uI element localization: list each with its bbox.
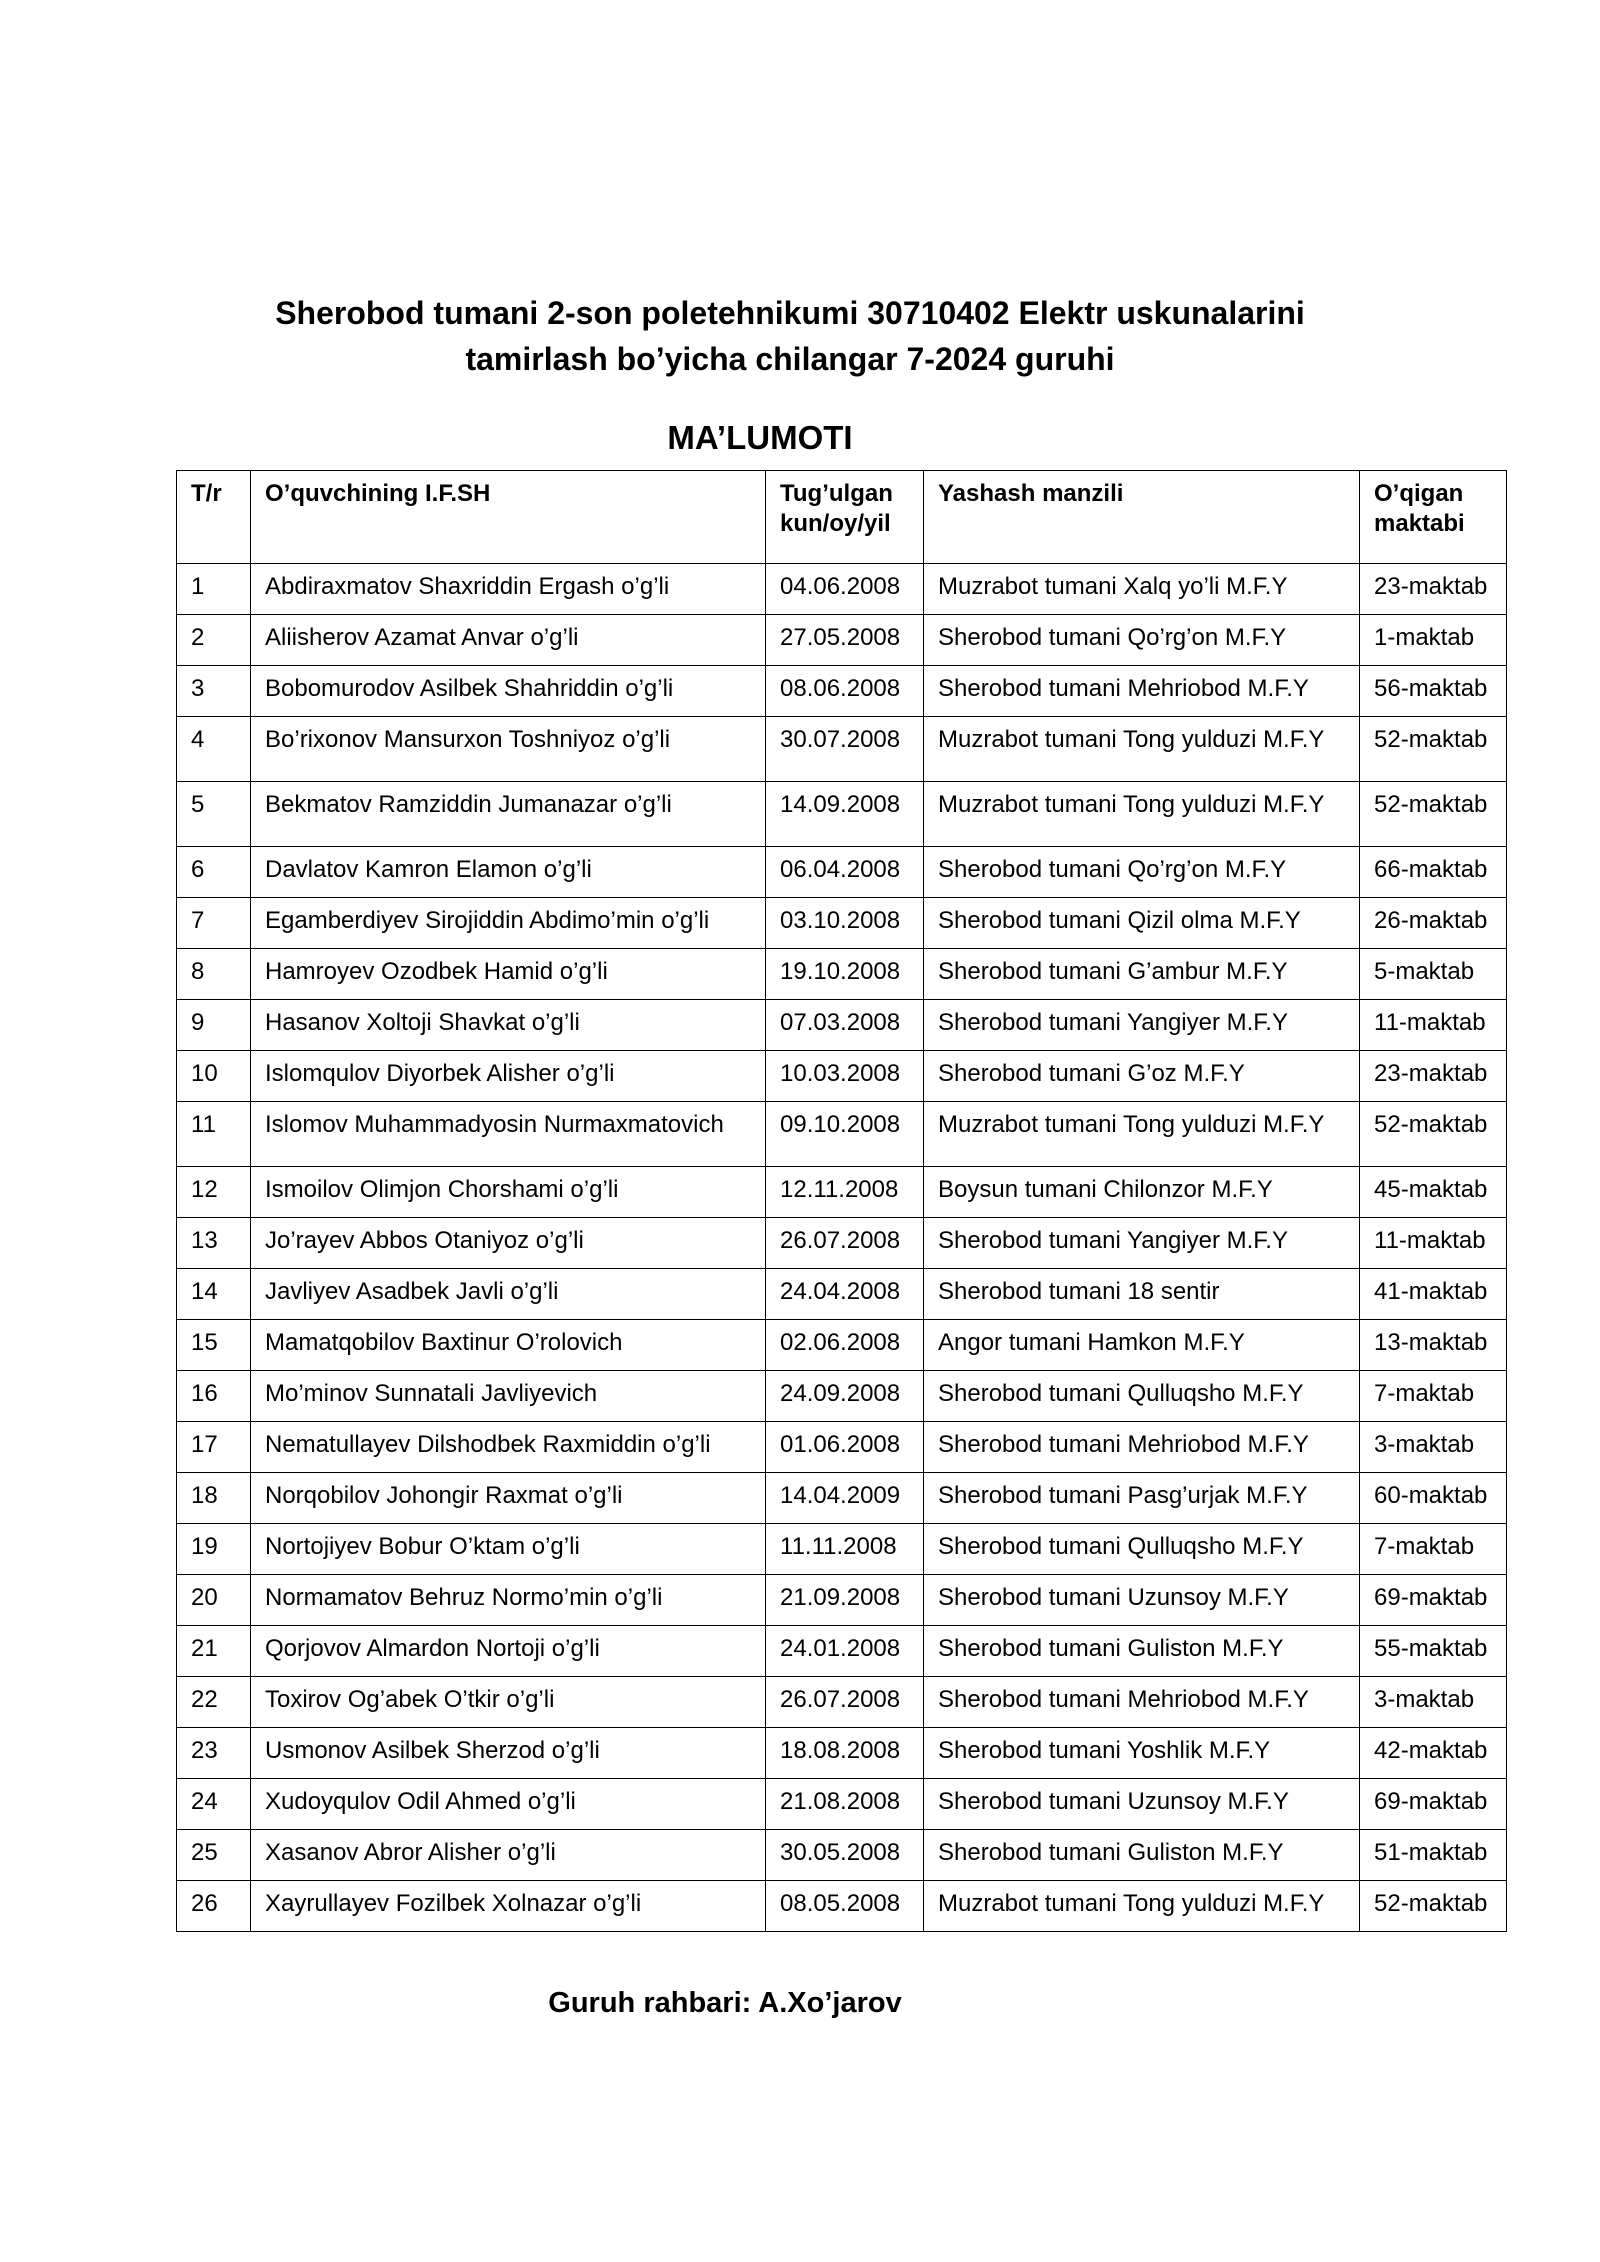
address: Muzrabot tumani Tong yulduzi M.F.Y: [924, 1881, 1360, 1932]
school: 3-maktab: [1360, 1422, 1507, 1473]
student-name: Qorjovov Almardon Nortoji o’g’li: [251, 1626, 766, 1677]
row-number: 9: [177, 1000, 251, 1051]
table-row: [177, 1830, 1507, 1881]
student-name: Egamberdiyev Sirojiddin Abdimo’min o’g’li: [251, 898, 766, 949]
birth-date: 03.10.2008: [766, 898, 924, 949]
student-name: Usmonov Asilbek Sherzod o’g’li: [251, 1728, 766, 1779]
student-name: Toxirov Og’abek O’tkir o’g’li: [251, 1677, 766, 1728]
table-row: [177, 1728, 1507, 1779]
school: 52-maktab: [1360, 1102, 1507, 1167]
table-row: [177, 898, 1507, 949]
address: Sherobod tumani Guliston M.F.Y: [924, 1626, 1360, 1677]
row-number: 8: [177, 949, 251, 1000]
row-number: 19: [177, 1524, 251, 1575]
student-name: Bobomurodov Asilbek Shahriddin o’g’li: [251, 666, 766, 717]
birth-date: 07.03.2008: [766, 1000, 924, 1051]
birth-date: 19.10.2008: [766, 949, 924, 1000]
address: Muzrabot tumani Xalq yo’li M.F.Y: [924, 564, 1360, 615]
table-row: [177, 1626, 1507, 1677]
school: 5-maktab: [1360, 949, 1507, 1000]
address: Boysun tumani Chilonzor M.F.Y: [924, 1167, 1360, 1218]
row-number: 23: [177, 1728, 251, 1779]
school: 52-maktab: [1360, 1881, 1507, 1932]
birth-date: 30.07.2008: [766, 717, 924, 782]
row-number: 20: [177, 1575, 251, 1626]
table-row: [177, 1269, 1507, 1320]
student-name: Davlatov Kamron Elamon o’g’li: [251, 847, 766, 898]
address: Sherobod tumani Yangiyer M.F.Y: [924, 1000, 1360, 1051]
address: Sherobod tumani Qulluqsho M.F.Y: [924, 1524, 1360, 1575]
row-number: 11: [177, 1102, 251, 1167]
school: 52-maktab: [1360, 717, 1507, 782]
address: Sherobod tumani Qo’rg’on M.F.Y: [924, 615, 1360, 666]
student-table: [176, 470, 1507, 1932]
table-row: [177, 1320, 1507, 1371]
row-number: 26: [177, 1881, 251, 1932]
address: Muzrabot tumani Tong yulduzi M.F.Y: [924, 717, 1360, 782]
birth-date: 26.07.2008: [766, 1677, 924, 1728]
school: 52-maktab: [1360, 782, 1507, 847]
table-row: [177, 1422, 1507, 1473]
student-name: Xasanov Abror Alisher o’g’li: [251, 1830, 766, 1881]
student-name: Hamroyev Ozodbek Hamid o’g’li: [251, 949, 766, 1000]
header-birth-date: Tug’ulgan kun/oy/yil: [766, 471, 924, 564]
table-header-row: [177, 471, 1507, 564]
birth-date: 14.09.2008: [766, 782, 924, 847]
birth-date: 10.03.2008: [766, 1051, 924, 1102]
row-number: 1: [177, 564, 251, 615]
address: Sherobod tumani G’oz M.F.Y: [924, 1051, 1360, 1102]
row-number: 16: [177, 1371, 251, 1422]
birth-date: 08.05.2008: [766, 1881, 924, 1932]
address: Sherobod tumani Qizil olma M.F.Y: [924, 898, 1360, 949]
row-number: 18: [177, 1473, 251, 1524]
birth-date: 26.07.2008: [766, 1218, 924, 1269]
birth-date: 02.06.2008: [766, 1320, 924, 1371]
student-name: Xayrullayev Fozilbek Xolnazar o’g’li: [251, 1881, 766, 1932]
school: 3-maktab: [1360, 1677, 1507, 1728]
table-row: [177, 1473, 1507, 1524]
document-title: Sherobod tumani 2-son poletehnikumi 30710402 Elektr uskunalarini tamirlash bo’yicha chilangar 7-2024 guruhi: [275, 295, 1305, 377]
address: Sherobod tumani Qulluqsho M.F.Y: [924, 1371, 1360, 1422]
student-name: Mo’minov Sunnatali Javliyevich: [251, 1371, 766, 1422]
address: Sherobod tumani 18 sentir: [924, 1269, 1360, 1320]
student-name: Aliisherov Azamat Anvar o’g’li: [251, 615, 766, 666]
student-name: Javliyev Asadbek Javli o’g’li: [251, 1269, 766, 1320]
school: 11-maktab: [1360, 1218, 1507, 1269]
school: 45-maktab: [1360, 1167, 1507, 1218]
birth-date: 14.04.2009: [766, 1473, 924, 1524]
table-row: [177, 564, 1507, 615]
address: Sherobod tumani Yangiyer M.F.Y: [924, 1218, 1360, 1269]
row-number: 2: [177, 615, 251, 666]
birth-date: 04.06.2008: [766, 564, 924, 615]
table-row: [177, 1881, 1507, 1932]
school: 1-maktab: [1360, 615, 1507, 666]
row-number: 5: [177, 782, 251, 847]
birth-date: 21.09.2008: [766, 1575, 924, 1626]
address: Sherobod tumani Uzunsoy M.F.Y: [924, 1575, 1360, 1626]
header-number: T/r: [177, 471, 251, 564]
student-name: Xudoyqulov Odil Ahmed o’g’li: [251, 1779, 766, 1830]
student-name: Bo’rixonov Mansurxon Toshniyoz o’g’li: [251, 717, 766, 782]
student-name: Islomqulov Diyorbek Alisher o’g’li: [251, 1051, 766, 1102]
row-number: 15: [177, 1320, 251, 1371]
table-row: [177, 1167, 1507, 1218]
header-student-name: O’quvchining I.F.SH: [251, 471, 766, 564]
school: 69-maktab: [1360, 1779, 1507, 1830]
table-row: [177, 1218, 1507, 1269]
student-name: Nematullayev Dilshodbek Raxmiddin o’g’li: [251, 1422, 766, 1473]
birth-date: 11.11.2008: [766, 1524, 924, 1575]
birth-date: 24.01.2008: [766, 1626, 924, 1677]
school: 7-maktab: [1360, 1371, 1507, 1422]
table-row: [177, 1524, 1507, 1575]
school: 66-maktab: [1360, 847, 1507, 898]
row-number: 21: [177, 1626, 251, 1677]
birth-date: 08.06.2008: [766, 666, 924, 717]
school: 23-maktab: [1360, 1051, 1507, 1102]
row-number: 24: [177, 1779, 251, 1830]
address: Angor tumani Hamkon M.F.Y: [924, 1320, 1360, 1371]
row-number: 22: [177, 1677, 251, 1728]
school: 7-maktab: [1360, 1524, 1507, 1575]
row-number: 17: [177, 1422, 251, 1473]
school: 11-maktab: [1360, 1000, 1507, 1051]
table-row: [177, 717, 1507, 782]
row-number: 12: [177, 1167, 251, 1218]
birth-date: 27.05.2008: [766, 615, 924, 666]
school: 60-maktab: [1360, 1473, 1507, 1524]
row-number: 7: [177, 898, 251, 949]
student-name: Ismoilov Olimjon Chorshami o’g’li: [251, 1167, 766, 1218]
school: 42-maktab: [1360, 1728, 1507, 1779]
school: 13-maktab: [1360, 1320, 1507, 1371]
address: Sherobod tumani Pasg’urjak M.F.Y: [924, 1473, 1360, 1524]
row-number: 25: [177, 1830, 251, 1881]
student-name: Mamatqobilov Baxtinur O’rolovich: [251, 1320, 766, 1371]
birth-date: 06.04.2008: [766, 847, 924, 898]
address: Muzrabot tumani Tong yulduzi M.F.Y: [924, 1102, 1360, 1167]
address: Sherobod tumani Uzunsoy M.F.Y: [924, 1779, 1360, 1830]
table-row: [177, 1575, 1507, 1626]
address: Muzrabot tumani Tong yulduzi M.F.Y: [924, 782, 1360, 847]
row-number: 13: [177, 1218, 251, 1269]
school: 69-maktab: [1360, 1575, 1507, 1626]
birth-date: 30.05.2008: [766, 1830, 924, 1881]
table-row: [177, 1677, 1507, 1728]
birth-date: 01.06.2008: [766, 1422, 924, 1473]
birth-date: 12.11.2008: [766, 1167, 924, 1218]
school: 26-maktab: [1360, 898, 1507, 949]
row-number: 6: [177, 847, 251, 898]
address: Sherobod tumani Guliston M.F.Y: [924, 1830, 1360, 1881]
student-name: Abdiraxmatov Shaxriddin Ergash o’g’li: [251, 564, 766, 615]
student-name: Norqobilov Johongir Raxmat o’g’li: [251, 1473, 766, 1524]
document-heading: MA’LUMOTI: [667, 419, 853, 456]
student-name: Islomov Muhammadyosin Nurmaxmatovich: [251, 1102, 766, 1167]
address: Sherobod tumani Mehriobod M.F.Y: [924, 1422, 1360, 1473]
row-number: 14: [177, 1269, 251, 1320]
row-number: 4: [177, 717, 251, 782]
student-name: Jo’rayev Abbos Otaniyoz o’g’li: [251, 1218, 766, 1269]
table-row: [177, 847, 1507, 898]
address: Sherobod tumani Qo’rg’on M.F.Y: [924, 847, 1360, 898]
birth-date: 21.08.2008: [766, 1779, 924, 1830]
table-row: [177, 615, 1507, 666]
school: 51-maktab: [1360, 1830, 1507, 1881]
table-row: [177, 666, 1507, 717]
row-number: 3: [177, 666, 251, 717]
row-number: 10: [177, 1051, 251, 1102]
table-row: [177, 1102, 1507, 1167]
table-row: [177, 1371, 1507, 1422]
address: Sherobod tumani Mehriobod M.F.Y: [924, 1677, 1360, 1728]
table-row: [177, 1000, 1507, 1051]
table-row: [177, 1051, 1507, 1102]
birth-date: 18.08.2008: [766, 1728, 924, 1779]
school: 56-maktab: [1360, 666, 1507, 717]
student-name: Hasanov Xoltoji Shavkat o’g’li: [251, 1000, 766, 1051]
table-row: [177, 782, 1507, 847]
school: 23-maktab: [1360, 564, 1507, 615]
address: Sherobod tumani Mehriobod M.F.Y: [924, 666, 1360, 717]
student-name: Nortojiyev Bobur O’ktam o’g’li: [251, 1524, 766, 1575]
student-name: Normamatov Behruz Normo’min o’g’li: [251, 1575, 766, 1626]
birth-date: 24.09.2008: [766, 1371, 924, 1422]
address: Sherobod tumani G’ambur M.F.Y: [924, 949, 1360, 1000]
birth-date: 09.10.2008: [766, 1102, 924, 1167]
student-name: Bekmatov Ramziddin Jumanazar o’g’li: [251, 782, 766, 847]
birth-date: 24.04.2008: [766, 1269, 924, 1320]
address: Sherobod tumani Yoshlik M.F.Y: [924, 1728, 1360, 1779]
table-row: [177, 949, 1507, 1000]
table-row: [177, 1779, 1507, 1830]
header-address: Yashash manzili: [924, 471, 1360, 564]
school: 55-maktab: [1360, 1626, 1507, 1677]
group-leader: Guruh rahbari: A.Xo’jarov: [548, 1987, 902, 2019]
school: 41-maktab: [1360, 1269, 1507, 1320]
header-school: O’qigan maktabi: [1360, 471, 1507, 564]
